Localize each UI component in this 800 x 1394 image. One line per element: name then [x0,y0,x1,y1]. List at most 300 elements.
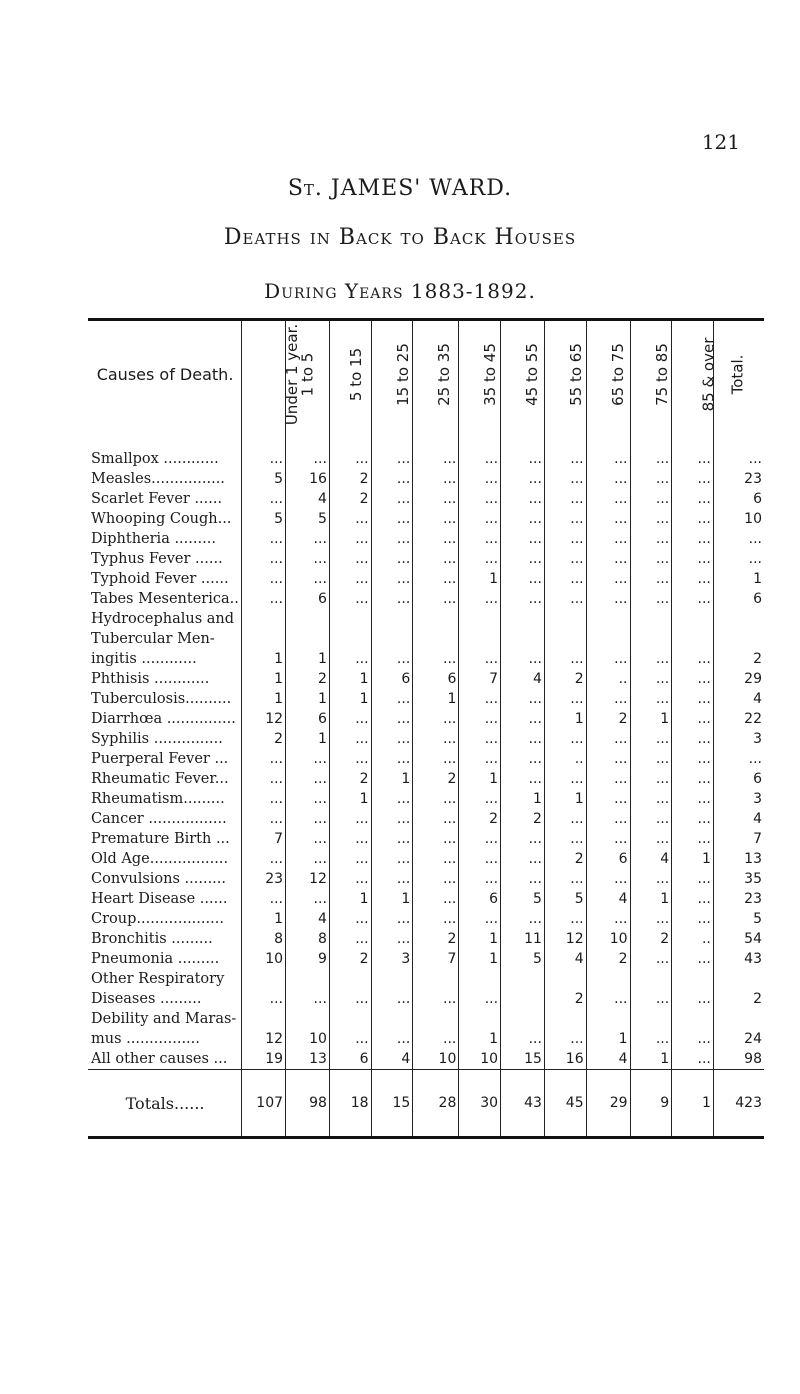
value-cell: 1 [630,1049,672,1070]
value-cell: 2 [544,849,586,869]
value-cell: 5 [286,509,330,529]
cause-cell: Puerperal Fever ... [91,751,229,767]
total-cell: 98 [286,1070,330,1138]
value-cell [242,629,286,649]
value-cell: 10 [413,1049,459,1070]
value-cell: 1 [371,889,413,909]
value-cell: ... [672,689,714,709]
value-cell: 2 [586,949,630,969]
value-cell: 4 [371,1049,413,1070]
value-cell: ... [459,509,501,529]
value-cell: ... [413,889,459,909]
value-cell: 1 [630,709,672,729]
table-row [88,609,764,629]
cause-cell: Whooping Cough... [91,511,232,527]
value-cell: 13 [713,849,764,869]
value-cell: ... [586,449,630,469]
value-cell: ... [459,709,501,729]
value-cell: ... [501,689,545,709]
value-cell: ... [329,589,371,609]
column-header-label: Total. [728,354,747,394]
value-cell: 1 [329,889,371,909]
value-cell [544,1009,586,1029]
table-row [88,689,764,709]
value-cell: ... [672,569,714,589]
cause-cell: Convulsions ......... [91,871,227,887]
value-cell: ... [630,489,672,509]
value-cell: ... [501,469,545,489]
value-cell: ... [672,649,714,669]
value-cell: 1 [501,789,545,809]
column-header-label: 35 to 45 [481,342,500,406]
value-cell: ... [371,789,413,809]
value-cell [713,629,764,649]
value-cell: 1 [459,769,501,789]
value-cell: 2 [286,669,330,689]
value-cell: ... [329,729,371,749]
value-cell: 23 [713,889,764,909]
value-cell: 19 [242,1049,286,1070]
value-cell: ... [413,749,459,769]
value-cell: 3 [371,949,413,969]
value-cell: 1 [286,729,330,749]
value-cell: ... [501,869,545,889]
value-cell [413,609,459,629]
table-row [88,649,764,669]
cause-cell: All other causes ... [91,1051,228,1067]
page-number: 121 [701,130,740,154]
value-cell: ... [586,469,630,489]
value-cell: 35 [713,869,764,889]
value-cell: ... [413,849,459,869]
value-cell: .. [544,749,586,769]
report-period: During Years 1883-1892. [264,279,536,303]
value-cell: ... [242,749,286,769]
value-cell: 16 [544,1049,586,1070]
value-cell: 11 [501,929,545,949]
value-cell: 7 [459,669,501,689]
value-cell: ... [413,549,459,569]
value-cell: ... [544,729,586,749]
value-cell: ... [371,509,413,529]
value-cell: 3 [713,789,764,809]
value-cell: ... [544,509,586,529]
value-cell: 2 [329,769,371,789]
value-cell: ... [586,489,630,509]
column-header-label: 85 & over [699,337,718,411]
value-cell: ... [286,789,330,809]
value-cell: ... [286,849,330,869]
value-cell: 23 [242,869,286,889]
value-cell: 4 [586,889,630,909]
cause-cell: Measles................ [91,471,225,487]
value-cell [713,1009,764,1029]
value-cell: 2 [630,929,672,949]
value-cell: ... [672,889,714,909]
table-spacer-row [88,427,764,449]
value-cell: 12 [242,1029,286,1049]
spacer-cell [459,427,501,449]
value-cell: ... [672,589,714,609]
value-cell: ... [242,529,286,549]
value-cell [413,1009,459,1029]
table-row [88,549,764,569]
value-cell: 5 [544,889,586,909]
column-header-label: 55 to 65 [566,342,585,406]
value-cell: 2 [329,489,371,509]
value-cell: 5 [501,889,545,909]
total-cell: 107 [242,1070,286,1138]
value-cell [371,629,413,649]
value-cell: ... [630,589,672,609]
value-cell: ... [329,549,371,569]
value-cell: ... [672,1029,714,1049]
value-cell: 15 [501,1049,545,1070]
value-cell: 1 [459,569,501,589]
spacer-cell [672,427,714,449]
value-cell: ... [630,649,672,669]
value-cell: ... [630,749,672,769]
value-cell: 12 [544,929,586,949]
value-cell: ... [544,549,586,569]
value-cell: ... [586,569,630,589]
value-cell: ... [501,489,545,509]
value-cell: ... [586,909,630,929]
value-cell: ... [544,469,586,489]
value-cell: ... [459,489,501,509]
value-cell: ... [501,769,545,789]
value-cell: 12 [286,869,330,889]
cause-cell: Rheumatic Fever... [91,771,229,787]
value-cell: ... [672,1049,714,1070]
value-cell: 10 [459,1049,501,1070]
value-cell [371,1009,413,1029]
value-cell: ... [544,689,586,709]
value-cell: ... [329,709,371,729]
value-cell: ... [242,489,286,509]
value-cell: ... [371,869,413,889]
value-cell: ... [329,509,371,529]
value-cell [630,969,672,989]
value-cell: ... [329,1029,371,1049]
value-cell: ... [672,749,714,769]
total-cell: 1 [672,1070,714,1138]
value-cell: 1 [544,709,586,729]
value-cell: ... [371,749,413,769]
value-cell: ... [459,749,501,769]
value-cell: ... [586,729,630,749]
value-cell: ... [544,869,586,889]
value-cell [586,969,630,989]
value-cell: ... [329,529,371,549]
table-row [88,769,764,789]
value-cell: ... [713,449,764,469]
table-row [88,969,764,989]
cause-cell: Debility and Maras- [91,1011,237,1027]
table-row [88,669,764,689]
value-cell: ... [459,689,501,709]
value-cell: 7 [713,829,764,849]
table-row [88,869,764,889]
value-cell: ... [630,529,672,549]
value-cell: ... [630,669,672,689]
column-header-label: Under 1 year. [283,323,302,425]
value-cell: ... [413,729,459,749]
value-cell [459,629,501,649]
value-cell: 1 [329,689,371,709]
value-cell: ... [586,549,630,569]
spacer-cell [329,427,371,449]
value-cell: ... [586,689,630,709]
value-cell [286,609,330,629]
value-cell: ... [586,649,630,669]
value-cell [413,969,459,989]
spacer-cell [413,427,459,449]
column-header-label: 65 to 75 [608,342,627,406]
value-cell: 5 [242,509,286,529]
value-cell [329,609,371,629]
value-cell: ... [329,569,371,589]
total-cell: 30 [459,1070,501,1138]
value-cell: 1 [286,649,330,669]
value-cell: ... [329,829,371,849]
value-cell: ... [501,1029,545,1049]
spacer-cell [88,427,242,449]
value-cell: ... [501,569,545,589]
value-cell: .. [672,929,714,949]
value-cell: 29 [713,669,764,689]
value-cell: ... [630,689,672,709]
value-cell: ... [413,789,459,809]
value-cell: ... [413,489,459,509]
table-row [88,849,764,869]
value-cell: ... [459,729,501,749]
spacer-cell [544,427,586,449]
value-cell: ... [630,769,672,789]
value-cell: ... [413,809,459,829]
value-cell [544,609,586,629]
table-row [88,509,764,529]
total-cell: 18 [329,1070,371,1138]
value-cell: ... [371,729,413,749]
value-cell: 1 [329,789,371,809]
table-row [88,489,764,509]
value-cell: 4 [586,1049,630,1070]
value-cell [586,1009,630,1029]
cause-cell: Croup................... [91,911,224,927]
table-row [88,1009,764,1029]
column-header [329,320,371,428]
value-cell: ... [242,549,286,569]
cause-cell: Other Respiratory [91,971,225,987]
value-cell: 6 [713,589,764,609]
value-cell: ... [242,769,286,789]
value-cell: ... [286,529,330,549]
table-row [88,1029,764,1049]
value-cell: ... [630,1029,672,1049]
value-cell: ... [242,449,286,469]
value-cell: 2 [713,989,764,1009]
value-cell: ... [371,1029,413,1049]
value-cell: ... [672,949,714,969]
value-cell: ... [371,989,413,1009]
value-cell: 6 [371,669,413,689]
value-cell [329,629,371,649]
column-header-label: 1 to 5 [298,352,317,396]
value-cell: ... [501,729,545,749]
value-cell: 54 [713,929,764,949]
value-cell: ... [544,649,586,669]
value-cell: ... [501,709,545,729]
table-row [88,809,764,829]
value-cell [286,969,330,989]
value-cell: .. [586,669,630,689]
cause-cell: Premature Birth ... [91,831,230,847]
value-cell: ... [413,649,459,669]
value-cell: 2 [586,709,630,729]
value-cell: 2 [544,989,586,1009]
cause-cell: mus ................ [91,1031,200,1047]
value-cell: ... [630,569,672,589]
value-cell: 6 [286,589,330,609]
value-cell: ... [586,509,630,529]
value-cell: 23 [713,469,764,489]
value-cell: ... [459,589,501,609]
value-cell: ... [501,449,545,469]
value-cell [672,969,714,989]
table-row [88,709,764,729]
spacer-cell [630,427,672,449]
value-cell: 4 [501,669,545,689]
column-header-label: 25 to 35 [435,342,454,406]
value-cell [329,1009,371,1029]
cause-cell: Bronchitis ......... [91,931,213,947]
value-cell: ... [242,569,286,589]
value-cell: ... [459,649,501,669]
table-row [88,589,764,609]
table-row [88,989,764,1009]
value-cell: ... [672,989,714,1009]
value-cell: ... [459,449,501,469]
value-cell [630,1009,672,1029]
value-cell: 1 [371,769,413,789]
value-cell: 4 [713,809,764,829]
table-row [88,529,764,549]
value-cell: ... [672,489,714,509]
value-cell: ... [501,529,545,549]
value-cell: ... [242,809,286,829]
value-cell: ... [371,909,413,929]
column-header-label: Causes of Death. [96,364,234,384]
value-cell: 10 [286,1029,330,1049]
value-cell: ... [544,809,586,829]
value-cell: 13 [286,1049,330,1070]
total-cell: 45 [544,1070,586,1138]
value-cell: 2 [329,949,371,969]
value-cell: ... [371,569,413,589]
value-cell: ... [630,469,672,489]
value-cell [672,1009,714,1029]
value-cell: 4 [713,689,764,709]
table-row [88,889,764,909]
value-cell: 6 [713,489,764,509]
value-cell: 7 [242,829,286,849]
table-row [88,909,764,929]
value-cell: ... [242,789,286,809]
table-row [88,469,764,489]
value-cell: 1 [286,689,330,709]
value-cell: 10 [242,949,286,969]
value-cell: 6 [713,769,764,789]
spacer-cell [242,427,286,449]
deaths-table [88,318,764,1139]
cause-cell: Old Age................. [91,851,229,867]
value-cell: 1 [242,689,286,709]
value-cell: ... [586,809,630,829]
value-cell: ... [586,869,630,889]
value-cell: ... [672,829,714,849]
table-row [88,449,764,469]
value-cell: ... [371,589,413,609]
value-cell: ... [329,649,371,669]
table-row [88,789,764,809]
value-cell: ... [544,589,586,609]
value-cell: ... [630,909,672,929]
value-cell: ... [286,569,330,589]
value-cell [672,609,714,629]
value-cell: ... [371,529,413,549]
value-cell: ... [586,589,630,609]
value-cell: ... [544,449,586,469]
value-cell: ... [630,509,672,529]
value-cell [459,609,501,629]
value-cell: 2 [413,769,459,789]
value-cell: 4 [286,909,330,929]
value-cell: ... [459,849,501,869]
value-cell: ... [329,869,371,889]
value-cell: ... [501,749,545,769]
column-header [459,320,501,428]
value-cell: ... [630,449,672,469]
value-cell: ... [630,949,672,969]
value-cell: 2 [242,729,286,749]
value-cell: 3 [713,729,764,749]
value-cell: ... [630,549,672,569]
value-cell: ... [242,589,286,609]
ward-title: St. JAMES' WARD. [287,176,513,201]
column-header [630,320,672,428]
value-cell: ... [413,449,459,469]
value-cell: ... [459,469,501,489]
value-cell: ... [459,829,501,849]
value-cell: 2 [501,809,545,829]
value-cell: ... [672,449,714,469]
table-row [88,629,764,649]
value-cell: 98 [713,1049,764,1070]
cause-cell: Tabes Mesenterica.. [91,591,239,607]
value-cell: ... [672,529,714,549]
column-header [713,320,764,428]
column-header [242,320,302,428]
column-header [672,320,718,428]
value-cell [672,629,714,649]
value-cell: 8 [242,929,286,949]
cause-cell: Cancer ................. [91,811,227,827]
value-cell [242,969,286,989]
value-cell: 2 [459,809,501,829]
value-cell: ... [544,569,586,589]
value-cell: ... [413,869,459,889]
